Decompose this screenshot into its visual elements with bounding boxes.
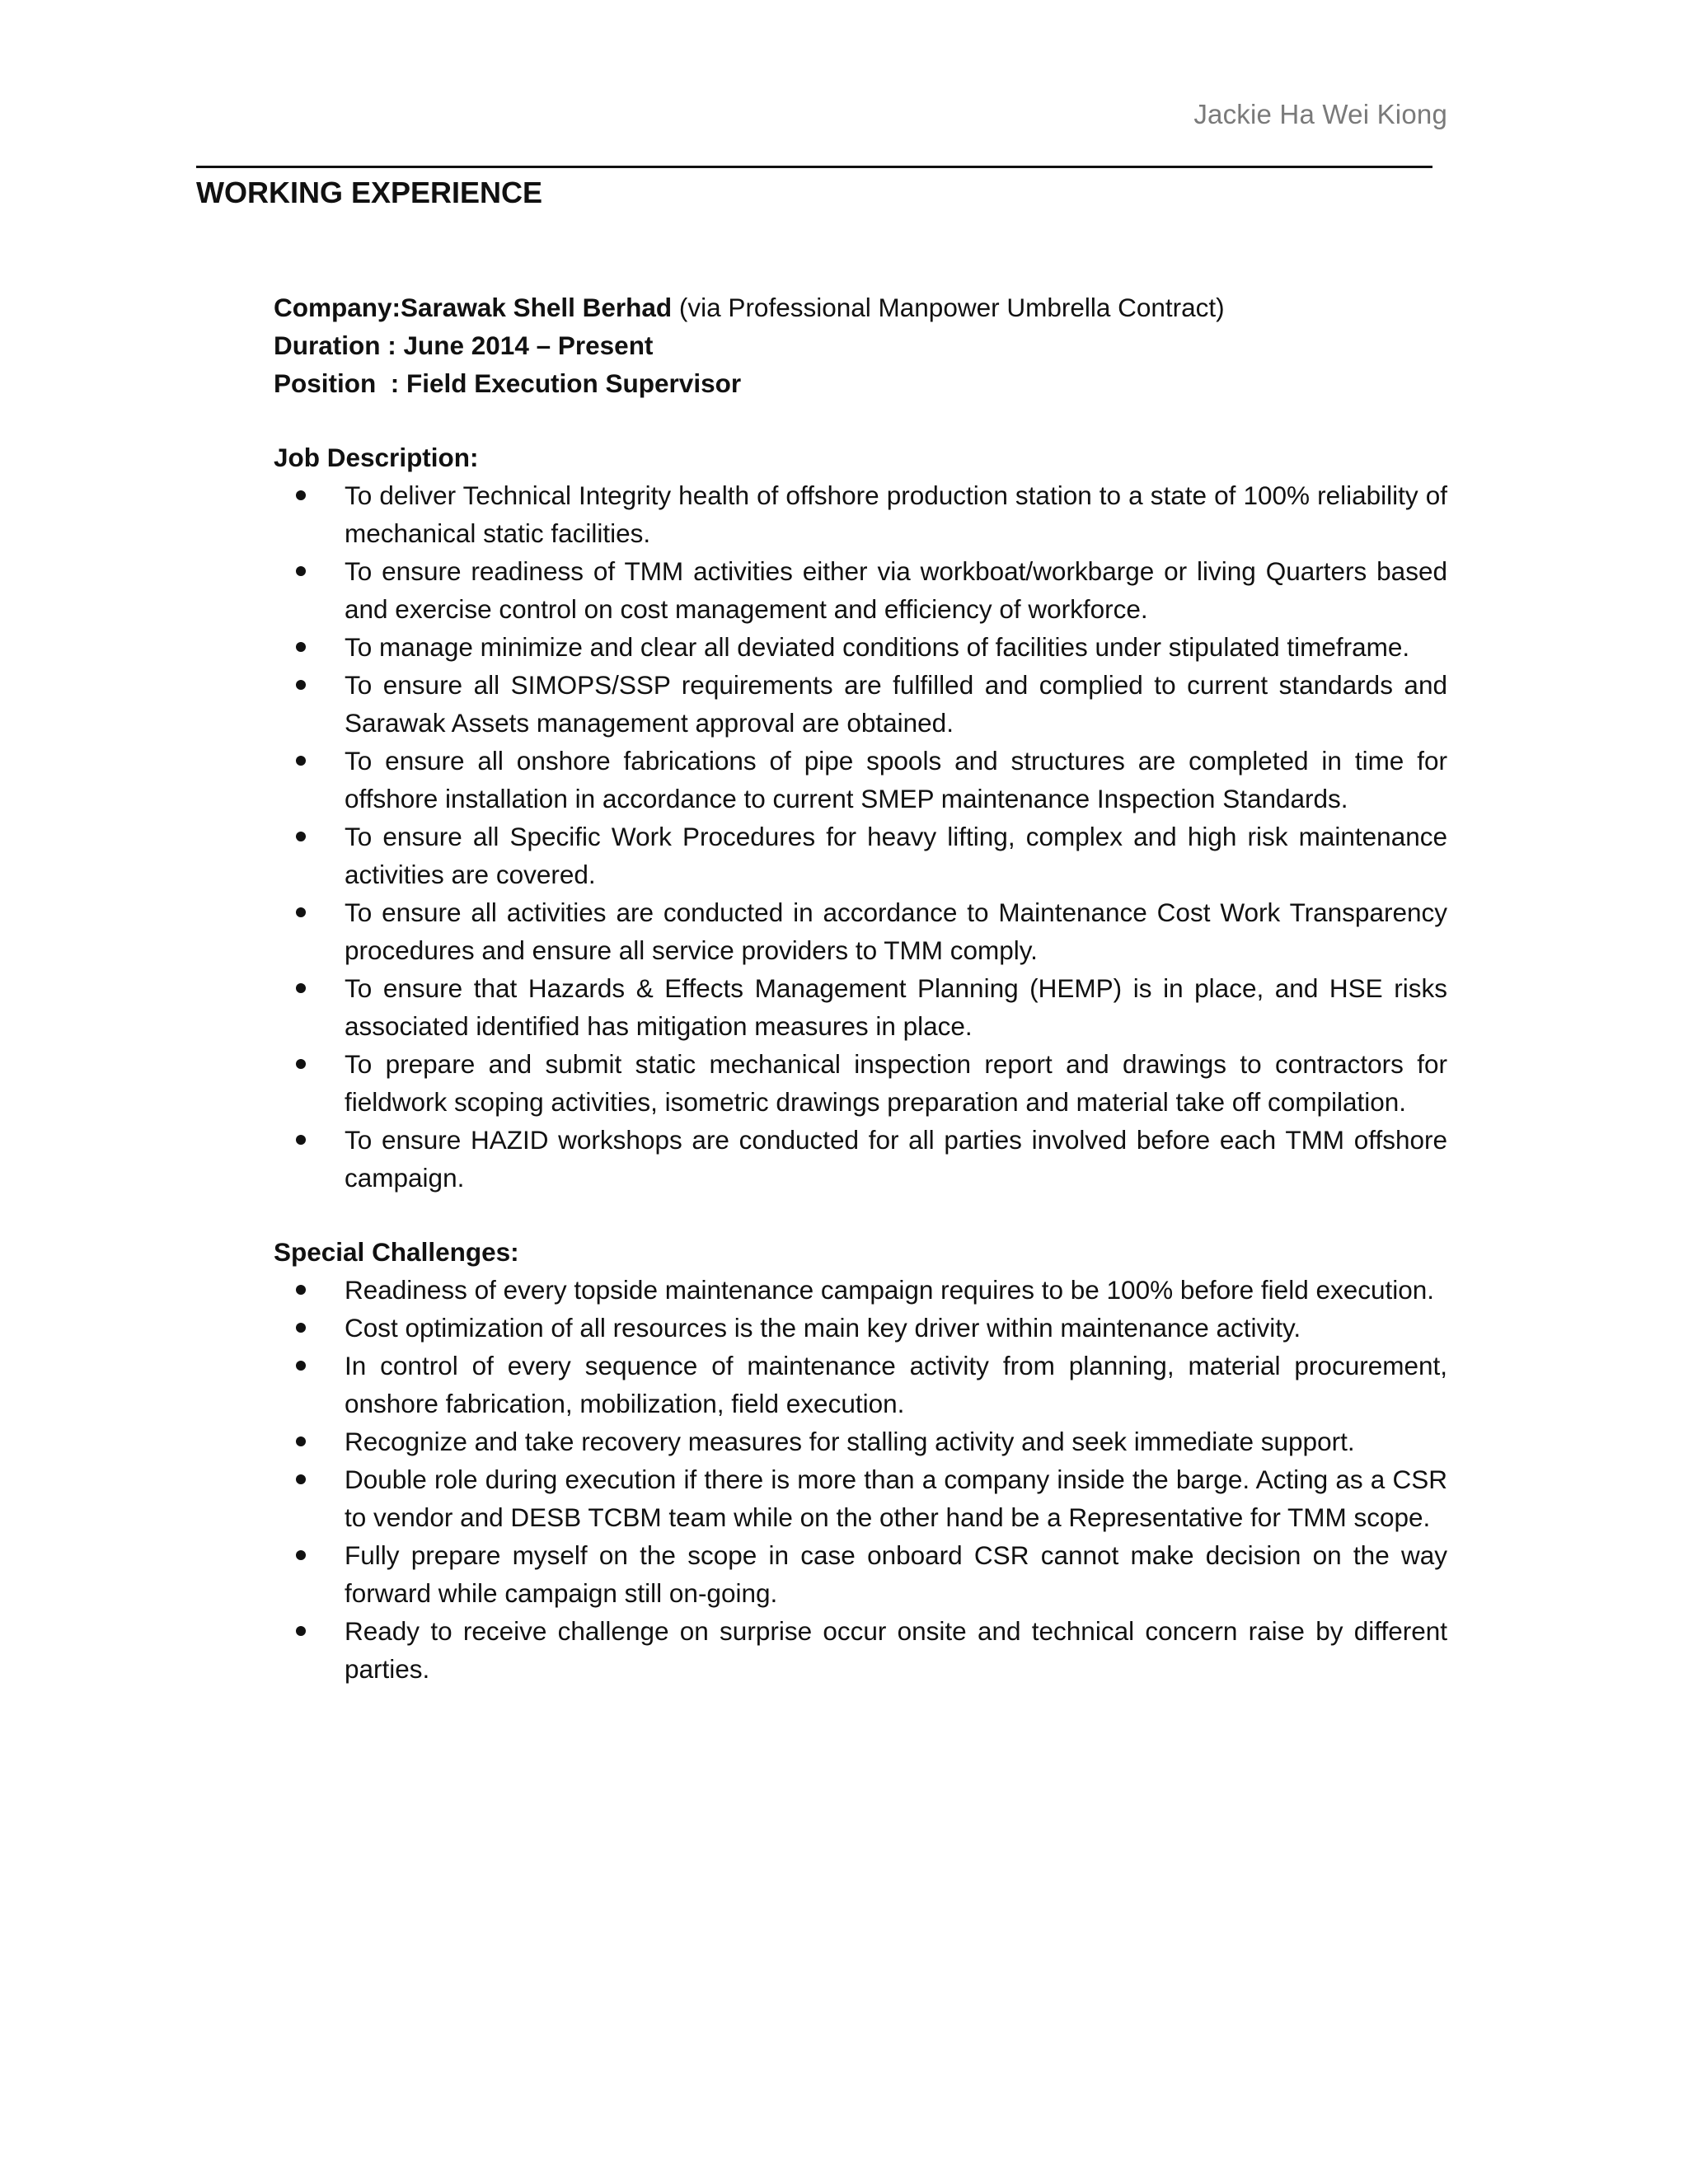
bullet-icon bbox=[296, 642, 306, 652]
section-title: WORKING EXPERIENCE bbox=[196, 176, 543, 209]
list-item: To deliver Technical Integrity health of offshore production station to a state of 100% reliability of mechanical static facilities. bbox=[274, 476, 1447, 552]
list-item: To ensure that Hazards & Effects Management Planning (HEMP) is in place, and HSE risks associated identified has mitigation measures in place. bbox=[274, 969, 1447, 1045]
bullet-icon bbox=[296, 1285, 306, 1295]
special-challenges-list bbox=[274, 1271, 1447, 1688]
list-item: In control of every sequence of maintenance activity from planning, material procurement, onshore fabrication, mobilization, field execution. bbox=[274, 1347, 1447, 1422]
list-item: To prepare and submit static mechanical inspection report and drawings to contractors for fieldwork scoping activities, isometric drawings preparation and material take off compilation. bbox=[274, 1045, 1447, 1121]
special-challenges-heading: Special Challenges: bbox=[274, 1237, 519, 1267]
list-item: Fully prepare myself on the scope in case onboard CSR cannot make decision on the way forward while campaign still on-going. bbox=[274, 1536, 1447, 1612]
bullet-icon bbox=[296, 983, 306, 993]
list-item: To ensure all SIMOPS/SSP requirements are fulfilled and complied to current standards and Sarawak Assets management approval are obtained. bbox=[274, 666, 1447, 742]
bullet-icon bbox=[296, 1626, 306, 1636]
bullet-icon bbox=[296, 1323, 306, 1333]
bullet-icon bbox=[296, 1135, 306, 1145]
list-item: To ensure readiness of TMM activities either via workboat/workbarge or living Quarters based and exercise control on cost management and efficiency of workforce. bbox=[274, 552, 1447, 628]
bullet-icon bbox=[296, 1361, 306, 1371]
list-item: To ensure all activities are conducted in accordance to Maintenance Cost Work Transparency procedures and ensure all service providers to TMM comply. bbox=[274, 893, 1447, 969]
bullet-icon bbox=[296, 566, 306, 576]
company-note: (via Professional Manpower Umbrella Contract) bbox=[672, 293, 1225, 322]
bullet-icon bbox=[296, 832, 306, 841]
bullet-icon bbox=[296, 907, 306, 917]
company-name: Sarawak Shell Berhad bbox=[401, 293, 673, 322]
duration-value: : June 2014 – Present bbox=[380, 330, 654, 360]
duration-label: Duration bbox=[274, 330, 381, 360]
header-name: Jackie Ha Wei Kiong bbox=[1193, 99, 1447, 129]
list-item: To manage minimize and clear all deviated conditions of facilities under stipulated timeframe. bbox=[274, 628, 1447, 666]
list-item: Readiness of every topside maintenance campaign requires to be 100% before field execution. bbox=[274, 1271, 1447, 1309]
bullet-icon bbox=[296, 756, 306, 766]
job-description-list bbox=[274, 476, 1447, 1197]
bullet-icon bbox=[296, 1059, 306, 1069]
duration-line bbox=[274, 326, 1447, 364]
position-line bbox=[274, 364, 1447, 402]
list-item: To ensure HAZID workshops are conducted for all parties involved before each TMM offshore campaign. bbox=[274, 1121, 1447, 1197]
bullet-icon bbox=[296, 1474, 306, 1484]
job-entry bbox=[274, 288, 1447, 1688]
position-label: Position bbox=[274, 368, 377, 398]
job-description-heading: Job Description: bbox=[274, 443, 479, 472]
position-value: : Field Execution Supervisor bbox=[376, 368, 742, 398]
header-divider bbox=[196, 166, 1432, 168]
bullet-icon bbox=[296, 1436, 306, 1446]
list-item: To ensure all Specific Work Procedures for heavy lifting, complex and high risk maintenance activities are covered. bbox=[274, 818, 1447, 893]
bullet-icon bbox=[296, 490, 306, 500]
list-item: Double role during execution if there is more than a company inside the barge. Acting as a CSR to vendor and DESB TCBM team while on the other hand be a Representative for TMM scope. bbox=[274, 1460, 1447, 1536]
list-item: Recognize and take recovery measures for stalling activity and seek immediate support. bbox=[274, 1422, 1447, 1460]
company-label: Company: bbox=[274, 293, 401, 322]
bullet-icon bbox=[296, 680, 306, 690]
company-line bbox=[274, 288, 1447, 326]
list-item: Cost optimization of all resources is the main key driver within maintenance activity. bbox=[274, 1309, 1447, 1347]
list-item: To ensure all onshore fabrications of pipe spools and structures are completed in time for offshore installation in accordance to current SMEP maintenance Inspection Standards. bbox=[274, 742, 1447, 818]
bullet-icon bbox=[296, 1550, 306, 1560]
list-item: Ready to receive challenge on surprise occur onsite and technical concern raise by different parties. bbox=[274, 1612, 1447, 1688]
